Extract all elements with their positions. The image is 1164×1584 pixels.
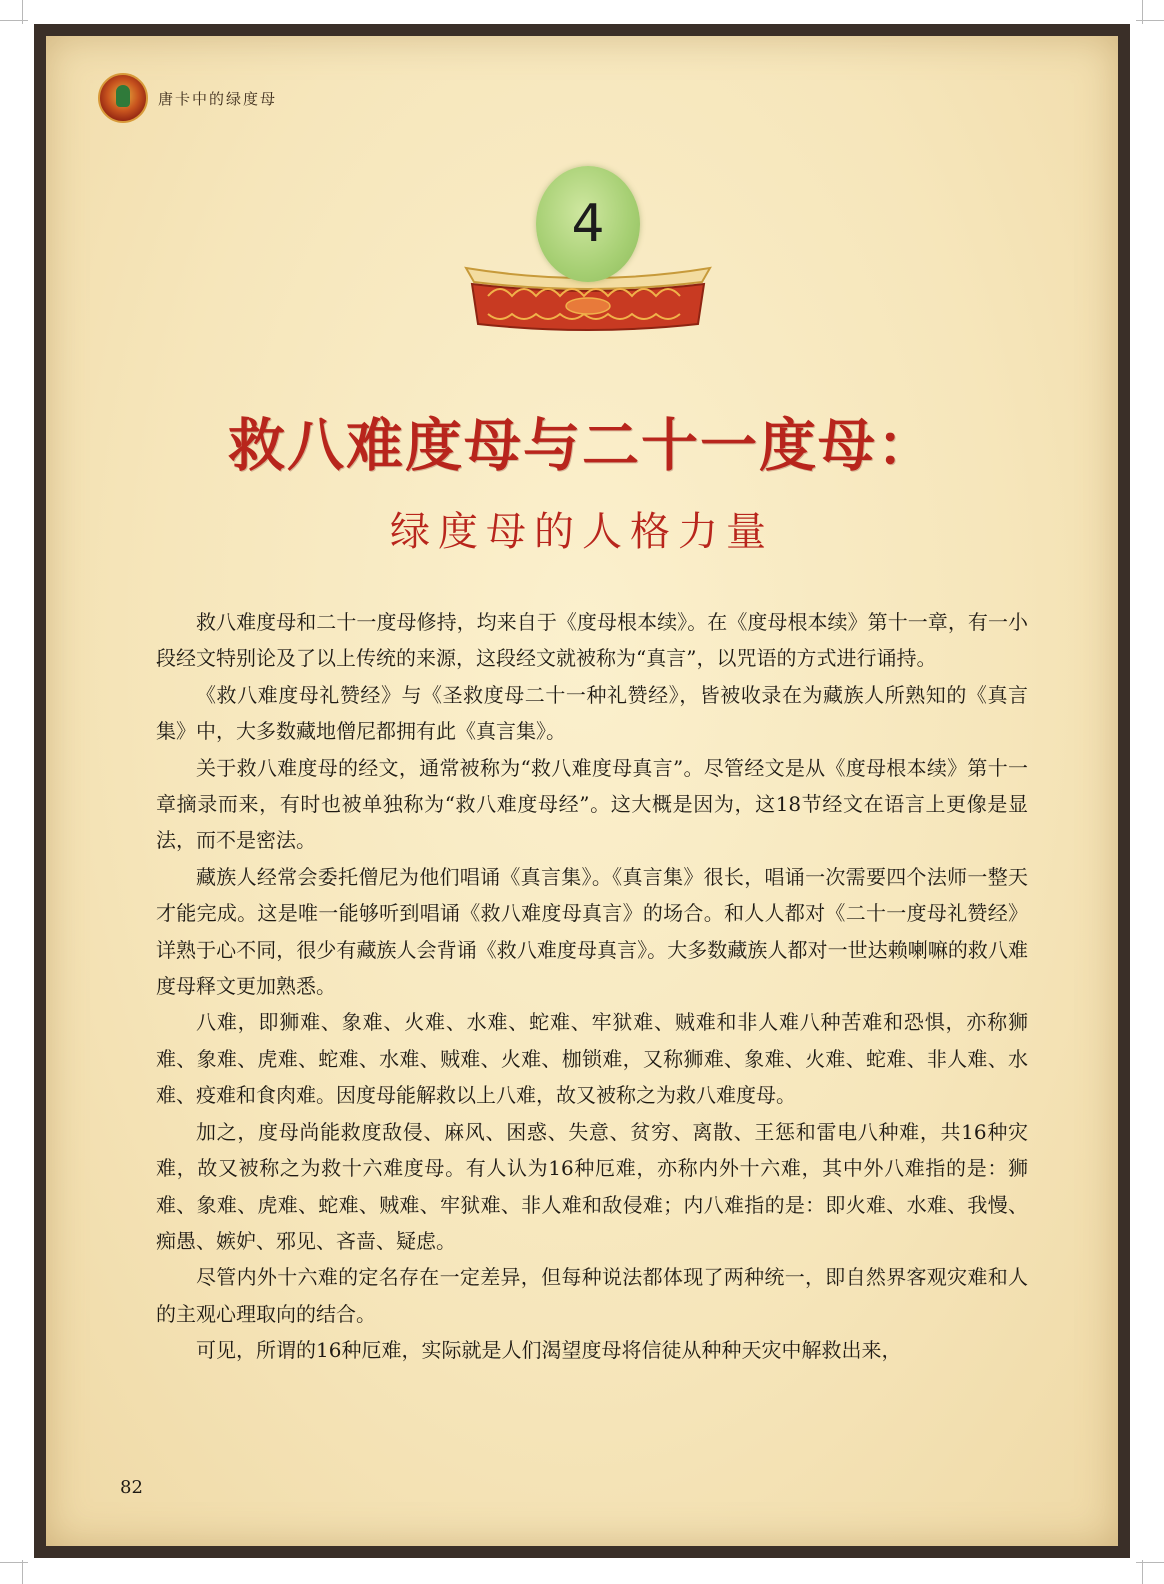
- paragraph: 《救八难度母礼赞经》与《圣救度母二十一种礼赞经》，皆被收录在为藏族人所熟知的《真言集》中，大多数藏地僧尼都拥有此《真言集》。: [156, 682, 1028, 744]
- running-title: 唐卡中的绿度母: [158, 89, 278, 108]
- corner-mark-bottom-left: [0, 1562, 28, 1563]
- paragraph: 救八难度母和二十一度母修持，均来自于《度母根本续》。在《度母根本续》第十一章，有一小段经文特别论及了以上传统的来源，这段经文就被称为“真言”，以咒语的方式进行诵持。: [156, 610, 1028, 671]
- corner-mark-top-right-vertical: [1142, 0, 1143, 24]
- corner-mark-top-left: [0, 20, 28, 21]
- paragraph: 八难，即狮难、象难、火难、水难、蛇难、牢狱难、贼难和非人难八种苦难和恐惧，亦称狮难、象难、虎难、蛇难、水难、贼难、火难、枷锁难，又称狮难、象难、火难、蛇难、非人难、水难、疫难和食肉难。因度母能解救以上八难，故又被称之为救八难度母。: [156, 1010, 1028, 1108]
- paragraph: 可见，所谓的16种厄难，实际就是人们渴望度母将信徒从种种天灾中解救出来，: [196, 1338, 902, 1363]
- corner-mark-bottom-right: [1136, 1562, 1164, 1563]
- chapter-number-oval: [536, 166, 640, 282]
- paragraph: 关于救八难度母的经文，通常被称为“救八难度母真言”。尽管经文是从《度母根本续》第十一章摘录而来，有时也被单独称为“救八难度母经”。这大概是因为，这18节经文在语言上更像是显法，而不是密法。: [156, 755, 1028, 853]
- corner-mark-bottom-left-vertical: [22, 1560, 23, 1584]
- corner-mark-top-left-vertical: [22, 0, 23, 24]
- chapter-badge: [458, 166, 718, 338]
- paragraph: 尽管内外十六难的定名存在一定差异，但每种说法都体现了两种统一，即自然界客观灾难和人的主观心理取向的结合。: [156, 1265, 1028, 1326]
- page-number: 82: [120, 1477, 143, 1498]
- paragraph: 加之，度母尚能救度敌侵、麻风、困惑、失意、贫穷、离散、王惩和雷电八种难，共16种灾难，故又被称之为救十六难度母。有人认为16种厄难，亦称内外十六难，其中外八难指的是：狮难、象难、虎难、蛇难、贼难、牢狱难、非人难和敌侵难；内八难指的是：即火难、水难、我慢、痴愚、嫉妒、邪见、吝啬、疑虑。: [156, 1119, 1028, 1253]
- corner-mark-bottom-right-vertical: [1142, 1560, 1143, 1584]
- chapter-subtitle: 绿度母的人格力量: [390, 509, 774, 555]
- corner-mark-top-right: [1136, 20, 1164, 21]
- running-header: [98, 72, 277, 124]
- paragraph: 藏族人经常会委托僧尼为他们唱诵《真言集》。《真言集》很长，唱诵一次需要四个法师一整天才能完成。这是唯一能够听到唱诵《救八难度母真言》的场合。和人人都对《二十一度母礼赞经》详熟于心不同，很少有藏族人会背诵《救八难度母真言》。大多数藏族人都对一世达赖喇嘛的救八难度母释文更加熟悉。: [156, 864, 1028, 999]
- thangka-emblem-icon: [98, 73, 148, 123]
- chapter-number: 4: [571, 194, 605, 254]
- chapter-title: 救八难度母与二十一度母：: [228, 412, 936, 479]
- body-text: [156, 604, 1028, 1369]
